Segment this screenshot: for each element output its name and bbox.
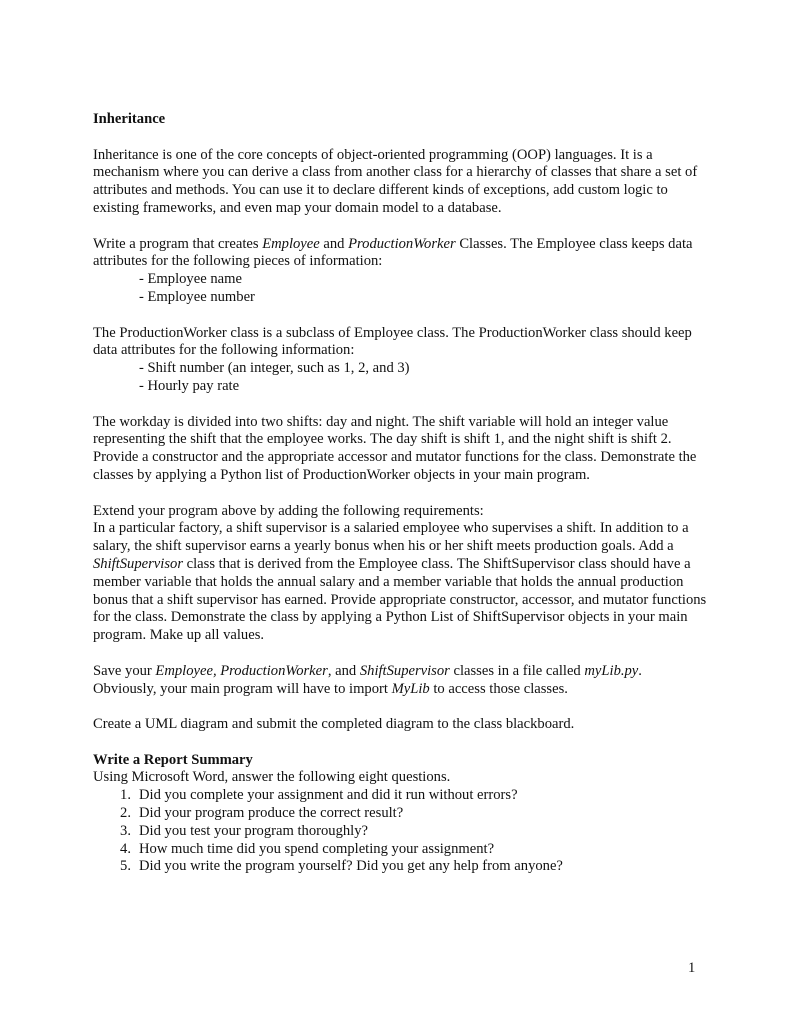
question-text: Did your program produce the correct result? bbox=[139, 805, 404, 822]
save-filename: myLib.py bbox=[584, 662, 639, 679]
report-intro: Using Microsoft Word, answer the following eight questions. bbox=[93, 769, 451, 786]
employee-class-name: Employee bbox=[262, 235, 320, 252]
extend-line: Extend your program above by adding the following requirements: bbox=[93, 502, 484, 519]
question-number: 5. bbox=[120, 858, 131, 875]
question-text: Did you complete your assignment and did it run without errors? bbox=[139, 787, 518, 804]
task1-post: Classes. The Employee class keeps data attributes for the following pieces of information: bbox=[93, 235, 693, 270]
task1-pre: Write a program that creates bbox=[93, 235, 263, 252]
page-number: 1 bbox=[688, 960, 696, 976]
question-number: 1. bbox=[120, 787, 131, 804]
list-item bbox=[93, 805, 708, 823]
save-paragraph bbox=[93, 663, 708, 699]
shift-supervisor-class-name: ShiftSupervisor bbox=[93, 555, 183, 572]
save-module: MyLib bbox=[391, 680, 430, 697]
save-mid: classes in a file called bbox=[449, 662, 585, 679]
production-worker-class-name: ProductionWorker bbox=[348, 235, 456, 252]
page-title: Inheritance bbox=[93, 111, 166, 127]
list-item: - Employee name bbox=[139, 271, 242, 288]
extend-paragraph bbox=[93, 520, 708, 645]
list-item bbox=[93, 787, 708, 805]
workday-paragraph: The workday is divided into two shifts: day and night. The shift variable will hold an integer value representing the shift that the employee works. The day shift is shift 1, and the night shift is shift 2. Provide a constructor and the appropriate accessor and mutator functions for the class. Demonstrate the classes by applying a Python list of ProductionWorker objects in your main program. bbox=[93, 413, 697, 483]
list-item: - Shift number (an integer, such as 1, 2, and 3) bbox=[139, 360, 410, 377]
save-classes: Employee, ProductionWorker bbox=[155, 662, 328, 679]
extend-pre: In a particular factory, a shift supervisor is a salaried employee who supervises a shift. In addition to a salary, the shift supervisor earns a yearly bonus when his or her shift meets production goals. Add a bbox=[93, 520, 689, 555]
save-line2-post: to access those classes. bbox=[429, 680, 568, 697]
question-number: 4. bbox=[120, 840, 131, 857]
save-line2-pre: . Obviously, your main program will have to import bbox=[93, 662, 642, 697]
list-item: - Employee number bbox=[139, 288, 255, 305]
list-item bbox=[93, 823, 708, 841]
task2-paragraph: The ProductionWorker class is a subclass of Employee class. The ProductionWorker class should keep data attributes for the following information: bbox=[93, 324, 692, 359]
report-heading: Write a Report Summary bbox=[93, 751, 253, 768]
list-item bbox=[93, 858, 708, 876]
intro-paragraph: Inheritance is one of the core concepts of object-oriented programming (OOP) languages. It is a mechanism where you can derive a class from another class for a hierarchy of classes that share a set of attributes and methods. You can use it to declare different kinds of exceptions, add custom logic to existing frameworks, and even map your domain model to a database. bbox=[93, 146, 698, 216]
save-pre: Save your bbox=[93, 662, 156, 679]
question-text: Did you test your program thoroughly? bbox=[139, 822, 369, 839]
list-item bbox=[93, 841, 708, 859]
task1-paragraph bbox=[93, 236, 708, 272]
save-shift-supervisor: ShiftSupervisor bbox=[359, 662, 450, 679]
question-list bbox=[93, 787, 708, 876]
list-item: - Hourly pay rate bbox=[139, 377, 240, 394]
question-text: Did you write the program yourself? Did you get any help from anyone? bbox=[139, 858, 563, 875]
document-page bbox=[93, 111, 708, 876]
task1-and: and bbox=[319, 235, 349, 252]
question-number: 2. bbox=[120, 805, 131, 822]
question-number: 3. bbox=[120, 822, 131, 839]
extend-post: class that is derived from the Employee class. The ShiftSupervisor class should have a member variable that holds the annual salary and a member variable that holds the annual production bonus that a shift supervisor has earned. Provide appropriate constructor, accessor, and mutator functions for the class. Demonstrate the class by applying a Python List of ShiftSupervisor objects in your main program. Make up all values. bbox=[93, 555, 707, 644]
save-comma-and: , and bbox=[327, 662, 360, 679]
question-text: How much time did you spend completing your assignment? bbox=[139, 840, 495, 857]
uml-paragraph: Create a UML diagram and submit the completed diagram to the class blackboard. bbox=[93, 716, 575, 733]
